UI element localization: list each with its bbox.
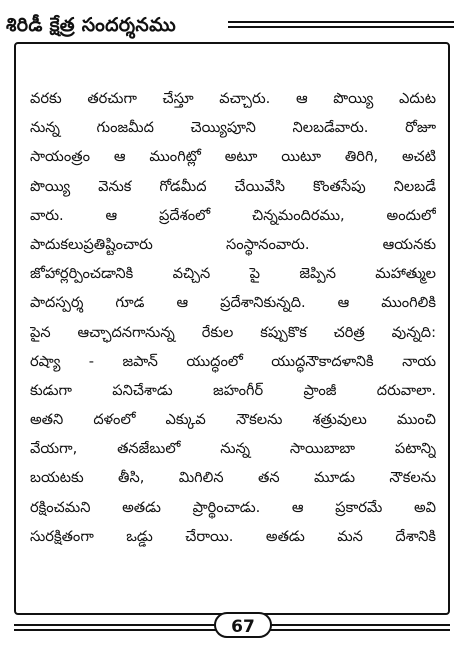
text-line: పాదస్పర్శ గూడ ఆ ప్రదేశానికున్నది. ఆ ముంగిలికి <box>30 294 436 312</box>
header-rule-line <box>228 21 454 23</box>
text-line: జోహార్లర్పించడానికి వచ్చిన పై జెప్పిన మహాత్ముల <box>30 265 436 283</box>
header-rules <box>228 21 454 31</box>
running-title: శిరిడీ క్షేత్ర సందర్శనము <box>6 14 177 36</box>
text-line: సాయంత్రం ఆ ముంగిట్లో అటూ యిటూ తిరిగి, అచటి <box>30 148 436 166</box>
text-line: అతని దళంలో ఎక్కువ నౌకలను శత్రువులు ముంచి <box>30 411 436 429</box>
text-line: కుడుగా పనిచేశాడు జహంగీర్ ప్రాంజీ దరువాలా. <box>30 381 436 399</box>
text-line: పొయ్యి వెనుక గోడమీద చేయివేసి కొంతసేపు నిలబడే <box>30 177 436 195</box>
page-number: 67 <box>214 612 272 638</box>
text-line: వారు. ఆ ప్రదేశంలో చిన్నమందిరము, అందులో <box>30 206 436 224</box>
page-header <box>6 8 454 44</box>
text-line: సురక్షితంగా ఒడ్డు చేరాయి. అతడు మన దేశానికి <box>30 527 436 545</box>
text-line: వేయగా, తనజేబులో నున్న సాయిబాబా పటాన్ని <box>30 440 436 458</box>
text-line: పైన ఆచ్ఛాదనగానున్న రేకుల కప్పుకొక చరిత్ర వున్నది: <box>30 323 436 341</box>
text-line: నున్న గుంజమీద చెయ్యిపూని నిలబడేవారు. రోజూ <box>30 119 436 137</box>
body-text <box>30 84 436 551</box>
text-line: వరకు తరచుగా చేస్తూ వచ్చారు. ఆ పొయ్యి ఎదుట <box>30 90 436 107</box>
page-footer <box>14 612 450 642</box>
text-line: రక్షించమని అతడు ప్రార్థించాడు. ఆ ప్రకారమే అవి <box>30 498 436 516</box>
text-line: రష్యా - జపాన్ యుద్ధంలో యుద్ధనౌకాదళానికి నాయ <box>30 352 436 370</box>
text-line: పాదుకలుప్రతిష్టించారు సంస్థానంవారు. ఆయనకు <box>30 235 436 253</box>
text-line: బయటకు తీసి, మిగిలిన తన మూడు నౌకలను <box>30 469 436 487</box>
header-rule-line <box>228 26 454 28</box>
